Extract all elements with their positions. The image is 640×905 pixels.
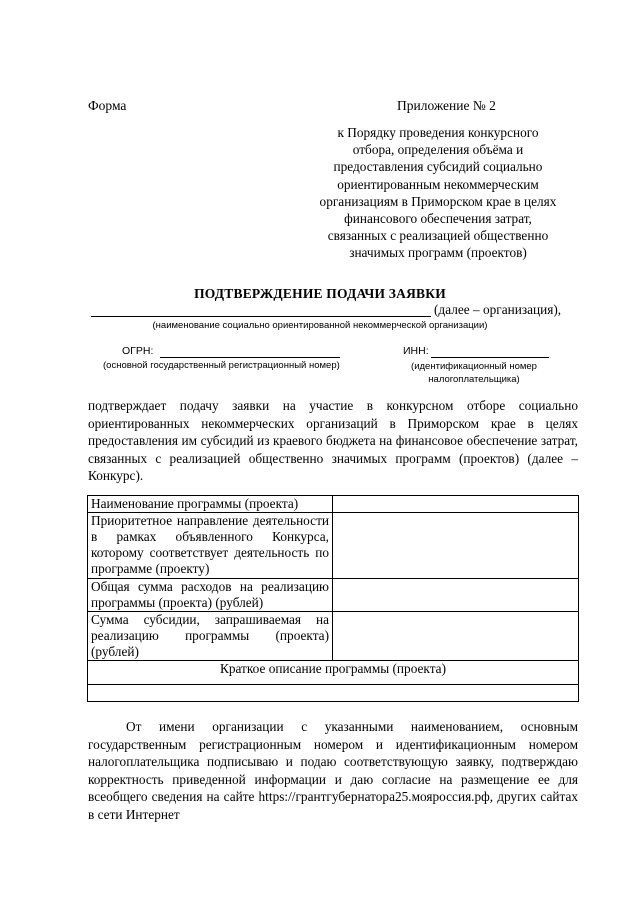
table-row	[88, 685, 579, 702]
table-row	[88, 496, 579, 513]
ogrn-caption: (основной государственный регистрационный номер)	[103, 360, 340, 371]
table-row	[88, 579, 579, 612]
organization-caption: (наименование социально ориентированной некоммерческой организации)	[152, 320, 488, 331]
table-label-cell: Приоритетное направление деятельности в рамках объявленного Конкурса, которому соответствует деятельность по программе (проекту)	[88, 513, 333, 579]
inn-field-line	[431, 357, 549, 358]
appendix-title: Приложение № 2	[397, 98, 496, 113]
form-label: Форма	[88, 98, 127, 113]
organization-name-line	[91, 316, 431, 317]
confirmation-paragraph: подтверждает подачу заявки на участие в конкурсном отборе социально ориентированных некоммерческих организаций в Приморском крае в целях предоставления им субсидий из краевого бюджета на финансовое обеспечение затрат, связанных с реализацией общественно значимых программ (проектов) (далее – Конкурс).	[88, 398, 578, 484]
table-value-cell	[333, 612, 579, 661]
table-value-cell	[333, 513, 579, 579]
inn-label: ИНН:	[403, 345, 429, 357]
document-title: ПОДТВЕРЖДЕНИЕ ПОДАЧИ ЗАЯВКИ	[194, 286, 446, 301]
organization-suffix: (далее – организация),	[434, 302, 562, 317]
table-label-cell: Общая сумма расходов на реализацию программы (проекта) (рублей)	[88, 579, 333, 612]
application-table	[87, 495, 579, 702]
summary-header-cell: Краткое описание программы (проекта)	[88, 661, 579, 685]
table-value-cell	[333, 496, 579, 513]
ogrn-label: ОГРН:	[122, 345, 154, 357]
summary-value-cell	[88, 685, 579, 702]
appendix-description: к Порядку проведения конкурсного отбора, определения объёма и предоставления субсидий социально ориентированным некоммерческим организациям в Приморском крае в целях финансового обеспечения затрат, связанных с реализацией общественно значимых программ (проектов)	[319, 125, 557, 261]
table-row	[88, 513, 579, 579]
table-value-cell	[333, 579, 579, 612]
table-label-cell: Сумма субсидии, запрашиваемая на реализацию программы (проекта) (рублей)	[88, 612, 333, 661]
table-label-cell: Наименование программы (проекта)	[88, 496, 333, 513]
table-row	[88, 612, 579, 661]
ogrn-field-line	[160, 357, 340, 358]
inn-caption: (идентификационный номер налогоплательщика)	[411, 361, 537, 385]
consent-paragraph: От имени организации с указанными наименованием, основным государственным регистрационным номером и идентификационным номером налогоплательщика подписываю и подаю соответствующую заявку, подтверждаю корректность приведенной информации и даю согласие на размещение ее для всеобщего сведения на сайте https://грантгубернатора25.мояроссия.рф, других сайтах в сети Интернет	[88, 719, 578, 822]
table-row	[88, 661, 579, 685]
